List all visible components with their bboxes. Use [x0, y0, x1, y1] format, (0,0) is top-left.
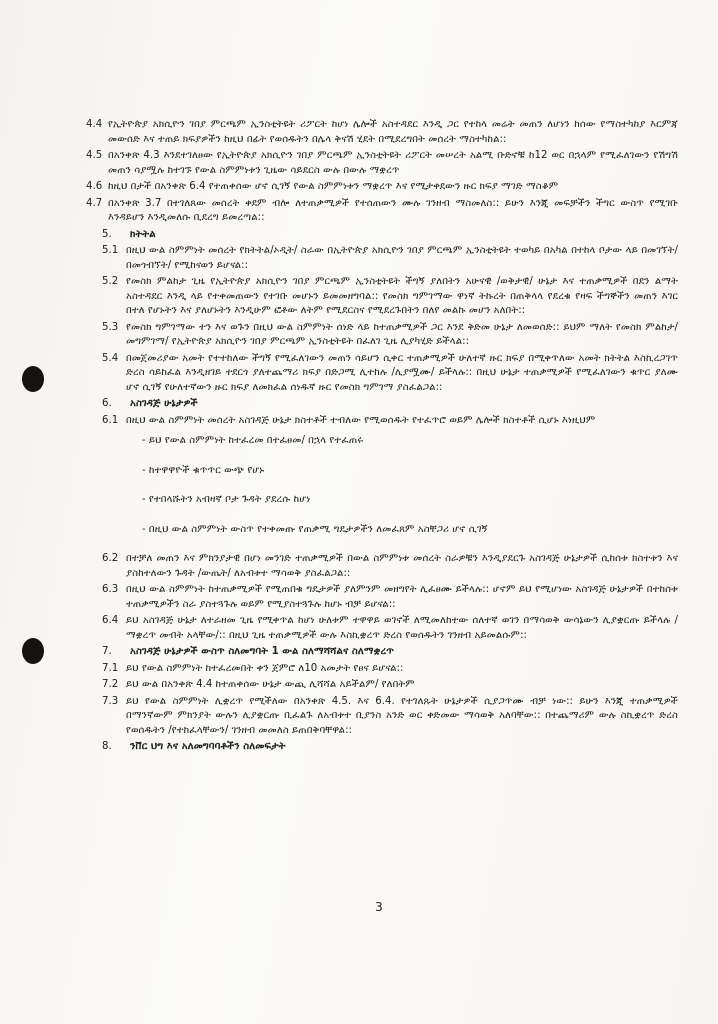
clause-item — [86, 180, 678, 195]
page-number: 3 — [375, 900, 383, 914]
clause-text: በተቻለ መጠን እና ምክንያታዊ በሆነ መንገድ ተጠቃሚዎች በውል ስምምነቱ መሰረት ስራዎቹን እንዲያደርጉ አስገዳጅ ሁኔታዎች ሲከሰቱ ክስተቱን እና ያስከተለውን ጉዳት /ውጤት/ ለአብቱተ ማሳወቅ ያስፈልጋል:: — [126, 553, 678, 579]
clause-text: በዚህ ውል ስምምነት ከተጠቃሚዎች የሚጠበቁ ግዴታዎች ያለምንም መዘግየት ሊፈፀሙ ይችላሉ:: ሆኖም ይህ የሚሆነው አስገዳጅ ሁኔታዎች በተከሰቱ ተጠቃሚዎችን ስራ ያስተጓጉሉ ወይም የሚያስተጓጉሉ ከሆኑ ብቻ ይሆናል:: — [126, 584, 678, 610]
clause-item — [86, 678, 678, 693]
clause-item — [86, 662, 678, 677]
document-body — [86, 118, 678, 755]
clause-text: ይህ ውል በአንቀጽ 4.4 ከተጠቀሰው ሁኔታ ውጪ ሊሻሻል አይችልም/ የለበትም — [126, 679, 415, 690]
clause-item — [86, 197, 678, 226]
section-number: 6. — [102, 398, 112, 409]
bullet-item: - በዚህ ውል ስምምነት ውስጥ የተቀመጡ የጠቃሚ ግዴታዎችን ለመፈጸም አስቸጋሪ ሆኖ ሲገኝ — [142, 523, 488, 535]
section-heading — [86, 228, 678, 243]
clause-number: 6.2 — [102, 553, 119, 564]
clause-item — [86, 614, 678, 643]
clause-text: በዚህ ውል ስምምነት መሰረት አስገዳጅ ሁኔታ ክስተቶች ተብለው የሚወሰዱት የተፈጥሮ ወይም ሌሎች ክስተቶች ሲሆኑ እነዚህም — [126, 414, 596, 426]
section-title: አስገዳጅ ሁኔታዎች — [130, 398, 198, 409]
clause-number: 6.4 — [102, 615, 119, 626]
clause-text: በመጀመሪያው አመት የተተከለው ችግኝ የሚፈለገውን መጠን ሳይሆን ሲቀር ተጠቃሚዎች ሁለተኛ ዙር ክፍያ በሚቀጥለው አመት ክትትል እስኪረጋገጥ ድረስ ሳይከፈል እንዲዘገይ ተደርጎ ያለተጨማሪ ክፍያ በድጋሚ ሊተከሉ /ሊያሟሙ/ ይችላሉ:: በዚህ ሁኔታ ተጠቃሚዎች የሚፈለገውን ቁጥር ያለሙ ሆኖ ሲገኝ የሁለተኛውን ዙር ክፍያ ለመክፈል ሰነዱኛ ዙር የመስክ ግምገማ ያስፈልጋል:: — [126, 352, 678, 393]
clause-number: 7.1 — [102, 662, 119, 674]
punch-hole-bottom — [22, 638, 44, 664]
clause-text: የመስክ ግምገማው ተን እና ወጉን በዚህ ውል ስምምነት ሰነድ ላይ ከተጠቃሚዎች ጋር እንደ ቅድመ ሁኔታ ለመወሰድ:: ይህም ማለት የመስክ ምልከታ/መግምገማ/ የኢትዮጵያ አክሲዮን ገበያ ምርጫም ኢንስቲትዩት በፈለገ ጊዜ ሊያካሂድ ይችላል:: — [126, 321, 678, 347]
clause-text: በአንቀጽ 4.3 እንደተገለፀው የኢትዮጵያ አክሲዮን ገበያ ምርጫም ኢንስቲትዩት ሪፖርት መሠረት አልሚ ቡድኖቹ ከ12 ወር በኋላም የሚፈለገውን የሽግሽ መጠን ሳያሟሉ ከተገኙ የውል ስምምነቱን ጊዜው ሳይደርስ ውሉ በውሉ ማቋረጥ — [108, 150, 678, 176]
section-heading — [86, 740, 678, 755]
clause-number: 5.3 — [102, 321, 119, 333]
clause-number: 5.2 — [102, 276, 119, 287]
clause-item — [86, 244, 678, 273]
clause-text: ይህ አስገዳጅ ሁኔታ ለተራዘመ ጊዜ የሚቀጥል ከሆነ ሁለቱም ተዋዋይ ወገኖች ለሚመለከተው ሰለተኛ ወገን በማሳወቅ ውሳኔውን ሊያቋርጡ ይችላሉ /ማቋረጥ መብት አላቸው/:: በዚህ ጊዜ ተጠቃሚዎች ውሉ እስኪቋረጥ ድረስ የወሰዱትን ገንዘብ አይመልሱም:: — [126, 615, 678, 641]
clause-number: 7.3 — [102, 695, 119, 707]
clause-item — [86, 149, 678, 178]
bullet-item: - ይህ የውል ስምምነት ከተፈረመ በተፈፀመ/ በኋላ የተፈጠሩ — [142, 435, 364, 446]
clause-item — [86, 275, 678, 319]
clause-number: 4.7 — [86, 197, 103, 209]
clause-item — [86, 695, 678, 739]
clause-item — [86, 352, 678, 396]
section-title: ንቨር ህግ እና አለመግባባቶችን ስለመፍታት — [130, 741, 286, 752]
bullet-item: - የተበላሹትን አብዛኛ ቦታ ጉዳት ያደረሱ ከሆነ — [142, 494, 311, 505]
clause-number: 5.4 — [102, 352, 119, 364]
clause-text: ከዚህ በታች በአንቀጽ 6.4 የተጠቀሰው ሆኖ ሲገኝ የውል ስምምነቱን ማቋረጥ እና የሚታቀደውን ዙር ክፍያ ማገድ ማስቆም — [108, 181, 559, 192]
clause-text: የኢትዮጵያ አክሲዮን ገበያ ምርጫም ኢንስቲትዩት ሪፖርት ከሆነ ሌሎች አስተዳደር እንዲ ጋር የተከላ መሬት መጠን ለሆነን ከሰው የማስተካከያ እርምጃ መውሰድ እና ተጠይ ክፍያዎችን ከዚህ በፊት የወሰዱትን በሌላ ቅናሽ ሂደት በሚደረግበት መሰረት ማስተካከል:: — [108, 119, 678, 145]
section-number: 5. — [102, 228, 112, 240]
section-title: አስገዳጅ ሁኔታዎች ውስጥ ስለመግባት 1 ውል ስለማሻሻልና ስለማቋረጥ — [130, 646, 394, 657]
clause-item — [86, 552, 678, 581]
bullet-list — [86, 434, 678, 537]
section-title: ክትትል — [130, 228, 156, 240]
clause-text: ይህ የውል ስምምነት ሊቋረጥ የሚችለው በአንቀጽ 4.5. እና 6.4. የተገለጹት ሁኔታዎች ሲያጋጥሙ ብቻ ነው:: ይሁን እንጂ ተጠቃሚዎች በማንኛውም ምክንያት ውሉን ሊያቋርጡ ቢፈልጉ ለአብቱተ ቢያንስ አንድ ወር ቀድመው ማሳወቅ አለባቸው:: በተጨማሪም ውሉ ስኪቋረጥ ድረስ የወሰዱትን /የተከፈላቸውን/ ገንዘብ መመለስ ይጠበቅባቸዋል:: — [126, 695, 678, 736]
clause-number: 4.5 — [86, 150, 103, 161]
clause-number: 4.6 — [86, 181, 103, 192]
clause-number: 6.3 — [102, 584, 119, 595]
clause-item — [86, 321, 678, 350]
punch-hole-top — [22, 366, 44, 392]
clause-number: 4.4 — [86, 119, 103, 130]
clause-text: በአንቀጽ 3.7 በተገለጸው መሰረት ቀደም ብሎ ለተጠቃሚዎች የተሰጠውን ሙሉ ገንዘብ ማስመለስ:: ይሁን እንጂ መፍቻችን ችግር ውስጥ የሚገቡ እንዳይሆን እንዲመለሱ ቢደረግ ይመረጣል:: — [108, 197, 678, 223]
clause-text: በዚህ ውል ስምምነት መሰረት የክትትል/ኦዲት/ ስራው በኢትዮጵያ አክሲዮን ገበያ ምርጫም ኢንስቲትዩት ተወካይ በአካል በተከላ ቦታው ላይ በመገኘት/በመጎብኘት/ የሚከናወን ይሆናል:: — [126, 245, 678, 271]
section-heading — [86, 645, 678, 660]
clause-number: 6.1 — [102, 414, 119, 426]
clause-item — [86, 414, 678, 429]
section-number: 7. — [102, 646, 112, 657]
clause-text: ይህ የውል ስምምነት ከተፈረመበት ቀን ጀምሮ ለ10 አመታት የፀና ይሆናል:: — [126, 662, 404, 674]
clause-number: 7.2 — [102, 679, 119, 690]
clause-number: 5.1 — [102, 245, 119, 256]
clause-item — [86, 118, 678, 147]
section-number: 8. — [102, 741, 112, 752]
clause-item — [86, 583, 678, 612]
clause-text: የመስክ ምልከታ ጊዜ የኢትዮጵያ አክሲዮን ገበያ ምርጫም ኢንስቲትዩት ችግኝ ያለበትን አሁናዊ /ወቅታዊ/ ሁኔታ እና ተጠቃሚዎች በደን ልማት አስተዳደር እንዲ ላይ የተቀመጠውን የተገቡ መሆኑን ይመመዘግባል:: የመስክ ግምገማው ዋነኛ ትኩረት በጠቅላላ የደረቁ የዛፍ ችግኞችን መጠን እገር በተለ የሆኑትን እና ያለሆኑትን እንዲሁም ፎቶው ለትም የሚደርስና የሚደረጉበትን በለየ መልኩ መሆን አለበት:: — [126, 276, 678, 316]
section-heading — [86, 397, 678, 412]
bullet-item: - ከተዋዋዮች ቁጥጥር ውጭ የሆኑ — [142, 464, 265, 476]
